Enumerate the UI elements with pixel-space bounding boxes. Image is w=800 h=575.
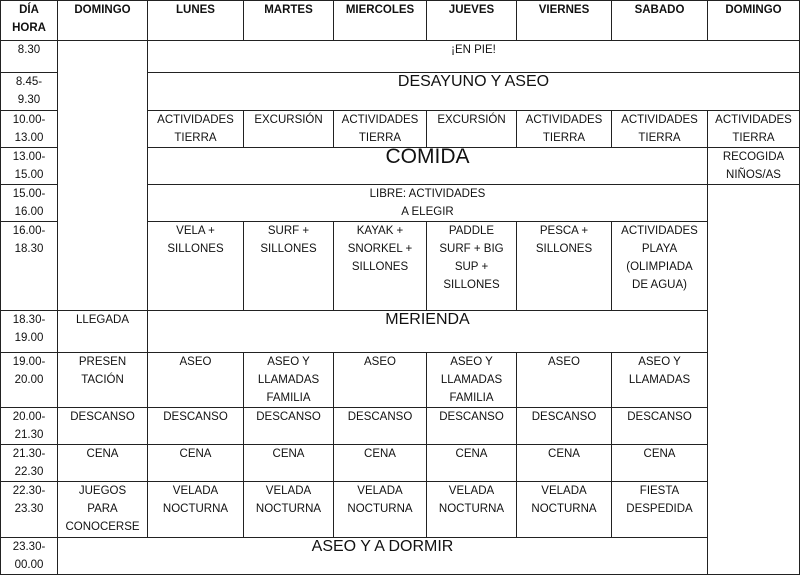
table-row — [1, 311, 800, 353]
activity-cell: VELA + SILLONES — [148, 222, 244, 311]
time-cell: 20.00- 21.30 — [1, 408, 58, 445]
activity-cell: DESCANSO — [612, 408, 708, 445]
table-row — [1, 538, 800, 575]
activity-cell: DESCANSO — [148, 408, 244, 445]
activity-cell: EXCURSIÓN — [427, 111, 517, 148]
activity-cell: ACTIVIDADES TIERRA — [334, 111, 427, 148]
activity-cell: VELADA NOCTURNA — [334, 482, 427, 538]
activity-cell: ASEO Y LLAMADAS FAMILIA — [244, 353, 334, 408]
day-header-viernes: VIERNES — [517, 1, 612, 41]
domingo-last-empty-cell — [708, 185, 800, 575]
activity-cell: ASEO — [517, 353, 612, 408]
activity-cell: CENA — [334, 445, 427, 482]
domingo-cell: LLEGADA — [58, 311, 148, 353]
day-header-sabado: SABADO — [612, 1, 708, 41]
domingo-cell: CENA — [58, 445, 148, 482]
dia-hora-header: DÍA HORA — [1, 1, 58, 41]
activity-cell: FIESTA DESPEDIDA — [612, 482, 708, 538]
time-cell: 19.00- 20.00 — [1, 353, 58, 408]
table-row — [1, 353, 800, 408]
time-cell: 23.30- 00.00 — [1, 538, 58, 575]
day-header-miercoles: MIERCOLES — [334, 1, 427, 41]
time-cell: 8.45- 9.30 — [1, 73, 58, 111]
day-header-domingo: DOMINGO — [58, 1, 148, 41]
day-header-martes: MARTES — [244, 1, 334, 41]
activity-cell: DESCANSO — [517, 408, 612, 445]
activity-cell: ACTIVIDADES TIERRA — [612, 111, 708, 148]
time-cell: 13.00- 15.00 — [1, 148, 58, 185]
activity-cell: EXCURSIÓN — [244, 111, 334, 148]
activity-cell: ACTIVIDADES TIERRA — [708, 111, 800, 148]
recogida-cell: RECOGIDA NIÑOS/AS — [708, 148, 800, 185]
activity-cell: SURF + SILLONES — [244, 222, 334, 311]
time-cell: 21.30- 22.30 — [1, 445, 58, 482]
activity-cell: ASEO — [334, 353, 427, 408]
activity-cell: ACTIVIDADES TIERRA — [148, 111, 244, 148]
time-cell: 22.30- 23.30 — [1, 482, 58, 538]
domingo-empty-cell — [58, 41, 148, 311]
activity-cell: ASEO — [148, 353, 244, 408]
table-row — [1, 482, 800, 538]
activity-cell: ACTIVIDADES TIERRA — [517, 111, 612, 148]
activity-cell: PADDLE SURF + BIG SUP + SILLONES — [427, 222, 517, 311]
day-header-jueves: JUEVES — [427, 1, 517, 41]
activity-cell: ASEO Y LLAMADAS FAMILIA — [427, 353, 517, 408]
header-row — [1, 1, 800, 41]
activity-cell: VELADA NOCTURNA — [427, 482, 517, 538]
domingo-cell: PRESEN TACIÓN — [58, 353, 148, 408]
activity-cell: CENA — [148, 445, 244, 482]
activity-cell: CENA — [612, 445, 708, 482]
domingo-cell: JUEGOS PARA CONOCERSE — [58, 482, 148, 538]
activity-cell: CENA — [427, 445, 517, 482]
time-cell: 18.30- 19.00 — [1, 311, 58, 353]
activity-cell: ACTIVIDADES PLAYA (OLIMPIADA DE AGUA) — [612, 222, 708, 311]
day-header-lunes: LUNES — [148, 1, 244, 41]
time-cell: 15.00- 16.00 — [1, 185, 58, 222]
time-cell: 8.30 — [1, 41, 58, 73]
activity-cell: DESCANSO — [427, 408, 517, 445]
table-row — [1, 445, 800, 482]
activity-cell: VELADA NOCTURNA — [148, 482, 244, 538]
activity-cell: DESCANSO — [244, 408, 334, 445]
table-row — [1, 41, 800, 73]
activity-cell: DESCANSO — [334, 408, 427, 445]
merienda-cell: MERIENDA — [148, 311, 708, 353]
activity-cell: VELADA NOCTURNA — [244, 482, 334, 538]
comida-cell: COMIDA — [148, 148, 708, 185]
activity-cell: ASEO Y LLAMADAS — [612, 353, 708, 408]
aseo-dormir-cell: ASEO Y A DORMIR — [58, 538, 708, 575]
domingo-cell: DESCANSO — [58, 408, 148, 445]
activity-cell: CENA — [517, 445, 612, 482]
day-header-domingo-last: DOMINGO — [708, 1, 800, 41]
activity-cell: VELADA NOCTURNA — [517, 482, 612, 538]
activity-cell: CENA — [244, 445, 334, 482]
time-cell: 16.00- 18.30 — [1, 222, 58, 311]
time-cell: 10.00- 13.00 — [1, 111, 58, 148]
en-pie-cell: ¡EN PIE! — [148, 41, 800, 73]
desayuno-cell: DESAYUNO Y ASEO — [148, 73, 800, 111]
activity-cell: KAYAK + SNORKEL + SILLONES — [334, 222, 427, 311]
table-row — [1, 408, 800, 445]
libre-cell: LIBRE: ACTIVIDADES A ELEGIR — [148, 185, 708, 222]
activity-cell: PESCA + SILLONES — [517, 222, 612, 311]
